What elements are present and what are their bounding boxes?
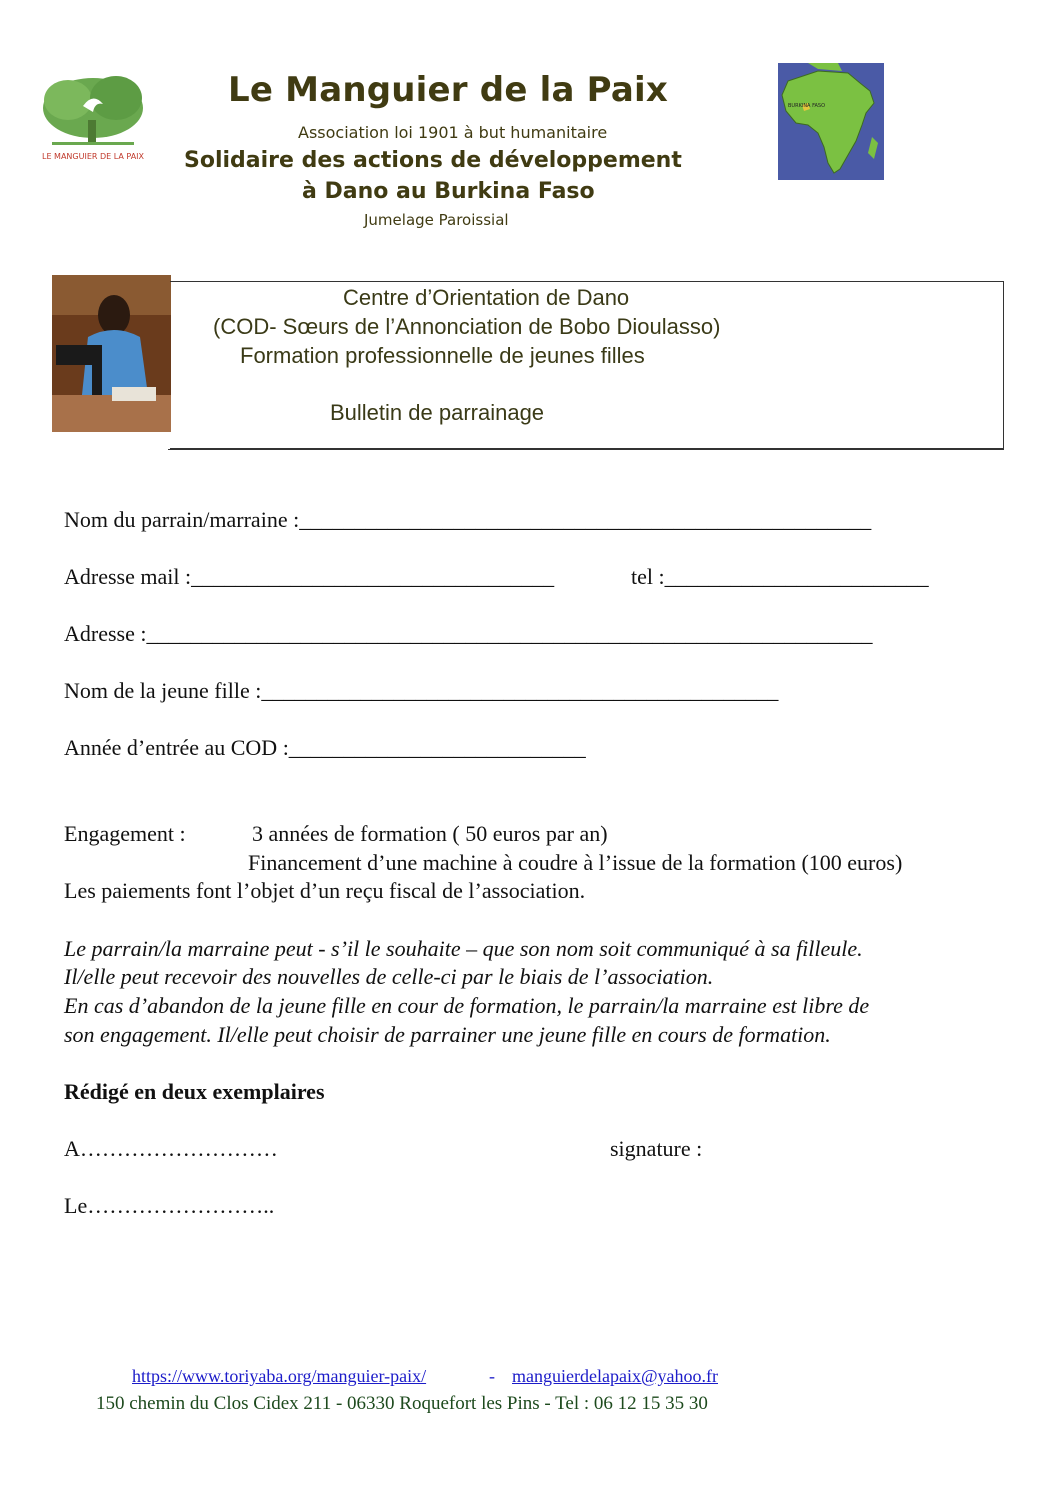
note-line-4: son engagement. Il/elle peut choisir de parrainer une jeune fille en cours de formation. bbox=[64, 1022, 831, 1047]
note-line-2: Il/elle peut recevoir des nouvelles de celle-ci par le biais de l’association. bbox=[64, 964, 714, 989]
paiements-text: Les paiements font l’objet d’un reçu fiscal de l’association. bbox=[64, 878, 586, 903]
box-divider bbox=[168, 449, 1004, 450]
page-title: Le Manguier de la Paix bbox=[228, 70, 669, 110]
redige-heading: Rédigé en deux exemplaires bbox=[64, 1079, 325, 1104]
solidaire-line-2: à Dano au Burkina Faso bbox=[302, 179, 595, 204]
sewing-girl-photo bbox=[52, 275, 171, 432]
nom-jeune-fille-field[interactable]: Nom de la jeune fille :_______________________________________________ bbox=[64, 678, 779, 703]
adresse-field[interactable]: Adresse :__________________________________________________________________ bbox=[64, 621, 873, 646]
engagement-item-2: Financement d’une machine à coudre à l’issue de la formation (100 euros) bbox=[248, 850, 903, 875]
association-logo bbox=[38, 72, 148, 168]
map-label: BURKINA FASO bbox=[788, 103, 826, 109]
logo-text: LE MANGUIER DE LA PAIX bbox=[41, 152, 145, 161]
note-line-3: En cas d’abandon de la jeune fille en cour de formation, le parrain/la marraine est libre de bbox=[64, 993, 870, 1018]
annee-entree-field[interactable]: Année d’entrée au COD :___________________________ bbox=[64, 735, 586, 760]
tel-field[interactable]: tel :________________________ bbox=[631, 564, 929, 589]
nom-parrain-field[interactable]: Nom du parrain/marraine :____________________________________________________ bbox=[64, 507, 872, 532]
engagement-item-1: 3 années de formation ( 50 euros par an) bbox=[252, 821, 608, 846]
box-line-cod: (COD- Sœurs de l’Annonciation de Bobo Dioulasso) bbox=[213, 314, 721, 339]
box-line-centre: Centre d’Orientation de Dano bbox=[343, 285, 630, 310]
solidaire-line-1: Solidaire des actions de développement bbox=[184, 148, 682, 173]
engagement-label: Engagement : bbox=[64, 821, 186, 846]
adresse-mail-field[interactable]: Adresse mail :_________________________________ bbox=[64, 564, 555, 589]
box-line-bulletin: Bulletin de parrainage bbox=[330, 400, 545, 425]
jumelage-text: Jumelage Paroissial bbox=[364, 211, 509, 229]
note-line-1: Le parrain/la marraine peut - s’il le souhaite – que son nom soit communiqué à sa filleule. bbox=[64, 936, 863, 961]
date-field[interactable]: Le…………………….. bbox=[64, 1193, 275, 1218]
africa-map-image bbox=[778, 63, 884, 180]
email-link[interactable]: manguierdelapaix@yahoo.fr bbox=[512, 1366, 718, 1386]
signature-field[interactable]: signature : bbox=[610, 1136, 703, 1161]
footer-address: 150 chemin du Clos Cidex 211 - 06330 Roquefort les Pins - Tel : 06 12 15 35 30 bbox=[96, 1393, 708, 1414]
place-field[interactable]: A……………………… bbox=[64, 1136, 278, 1161]
footer-separator: - bbox=[489, 1366, 495, 1386]
association-subtitle: Association loi 1901 à but humanitaire bbox=[298, 123, 608, 142]
box-line-formation: Formation professionnelle de jeunes filles bbox=[240, 343, 645, 368]
website-link[interactable]: https://www.toriyaba.org/manguier-paix/ bbox=[132, 1366, 427, 1386]
